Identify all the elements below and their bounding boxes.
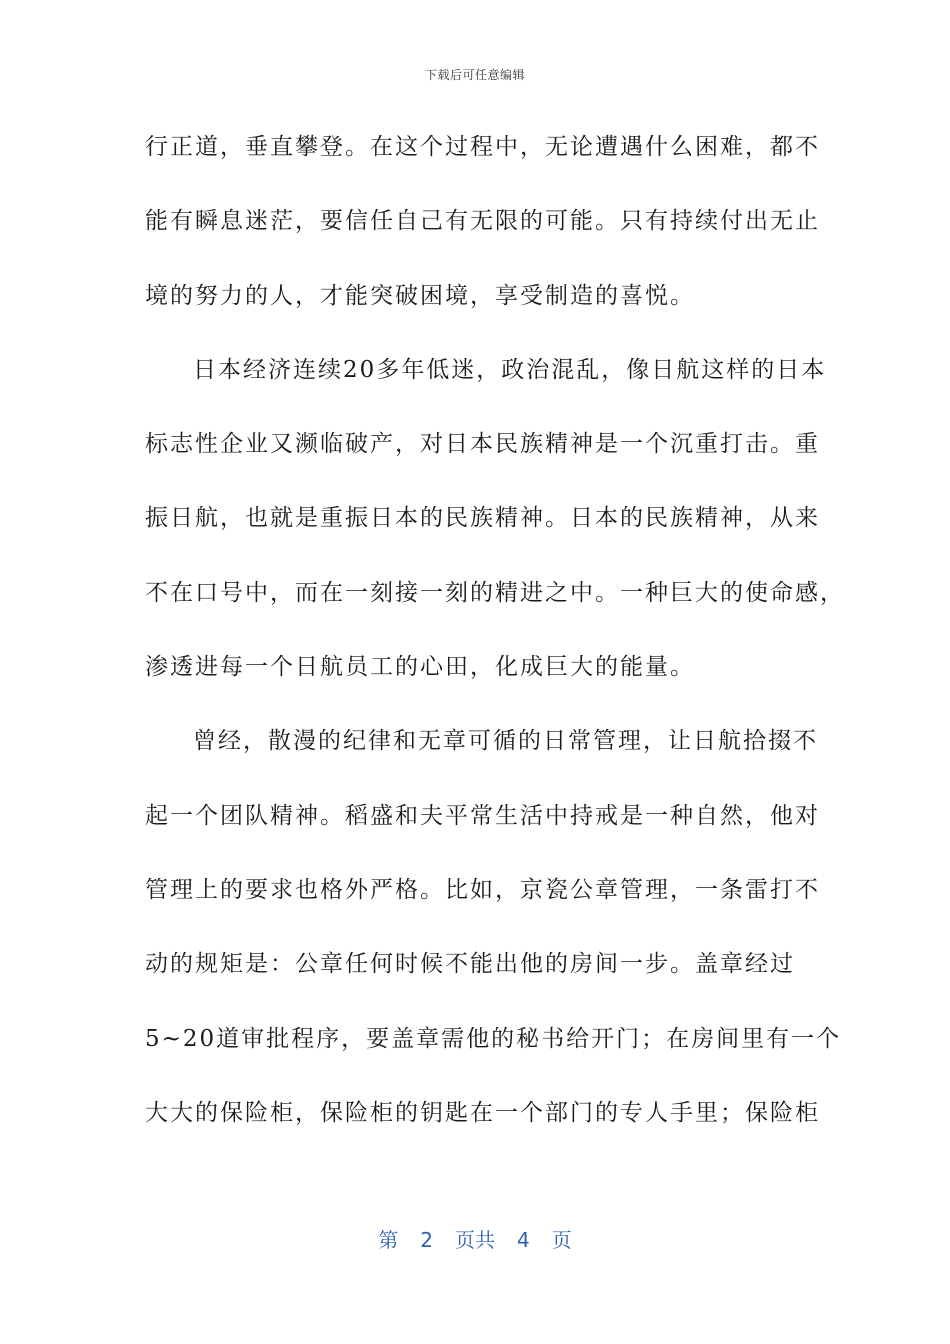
text-line: 动的规矩是：公章任何时候不能出他的房间一步。盖章经过 bbox=[145, 951, 795, 978]
text-line: 管理上的要求也格外严格。比如，京瓷公章管理，一条雷打不 bbox=[145, 876, 820, 903]
footer-page-number: 2 bbox=[420, 1228, 433, 1252]
text-line: 渗透进每一个日航员工的心田，化成巨大的能量。 bbox=[145, 654, 695, 681]
page-header: 下载后可任意编辑 bbox=[424, 68, 525, 82]
footer-suffix: 页 bbox=[551, 1228, 572, 1252]
text-line: 5~20道审批程序，要盖章需他的秘书给开门；在房间里有一个 bbox=[145, 1025, 842, 1052]
footer-total-pages: 4 bbox=[517, 1228, 530, 1252]
text-line: 行正道，垂直攀登。在这个过程中，无论遭遇什么困难，都不 bbox=[145, 134, 820, 160]
text-line: 日本经济连续20多年低迷，政治混乱，像日航这样的日本 bbox=[193, 356, 827, 383]
text-line: 曾经，散漫的纪律和无章可循的日常管理，让日航拾掇不 bbox=[193, 728, 818, 755]
text-line: 不在口号中，而在一刻接一刻的精进之中。一种巨大的使命感， bbox=[145, 579, 845, 606]
text-line: 大大的保险柜，保险柜的钥匙在一个部门的专人手里；保险柜 bbox=[145, 1099, 820, 1126]
footer-prefix: 第 bbox=[378, 1228, 399, 1252]
footer-middle: 页共 bbox=[455, 1228, 495, 1252]
text-line: 能有瞬息迷茫，要信任自己有无限的可能。只有持续付出无止 bbox=[145, 208, 820, 235]
text-line: 标志性企业又濒临破产，对日本民族精神是一个沉重打击。重 bbox=[145, 431, 820, 458]
text-line: 起一个团队精神。稻盛和夫平常生活中持戒是一种自然，他对 bbox=[145, 802, 820, 829]
text-line: 境的努力的人，才能突破困境，享受制造的喜悦。 bbox=[145, 282, 695, 309]
document-body bbox=[145, 120, 845, 1160]
page-footer bbox=[0, 1224, 950, 1253]
text-line: 振日航，也就是重振日本的民族精神。日本的民族精神，从来 bbox=[145, 505, 820, 532]
